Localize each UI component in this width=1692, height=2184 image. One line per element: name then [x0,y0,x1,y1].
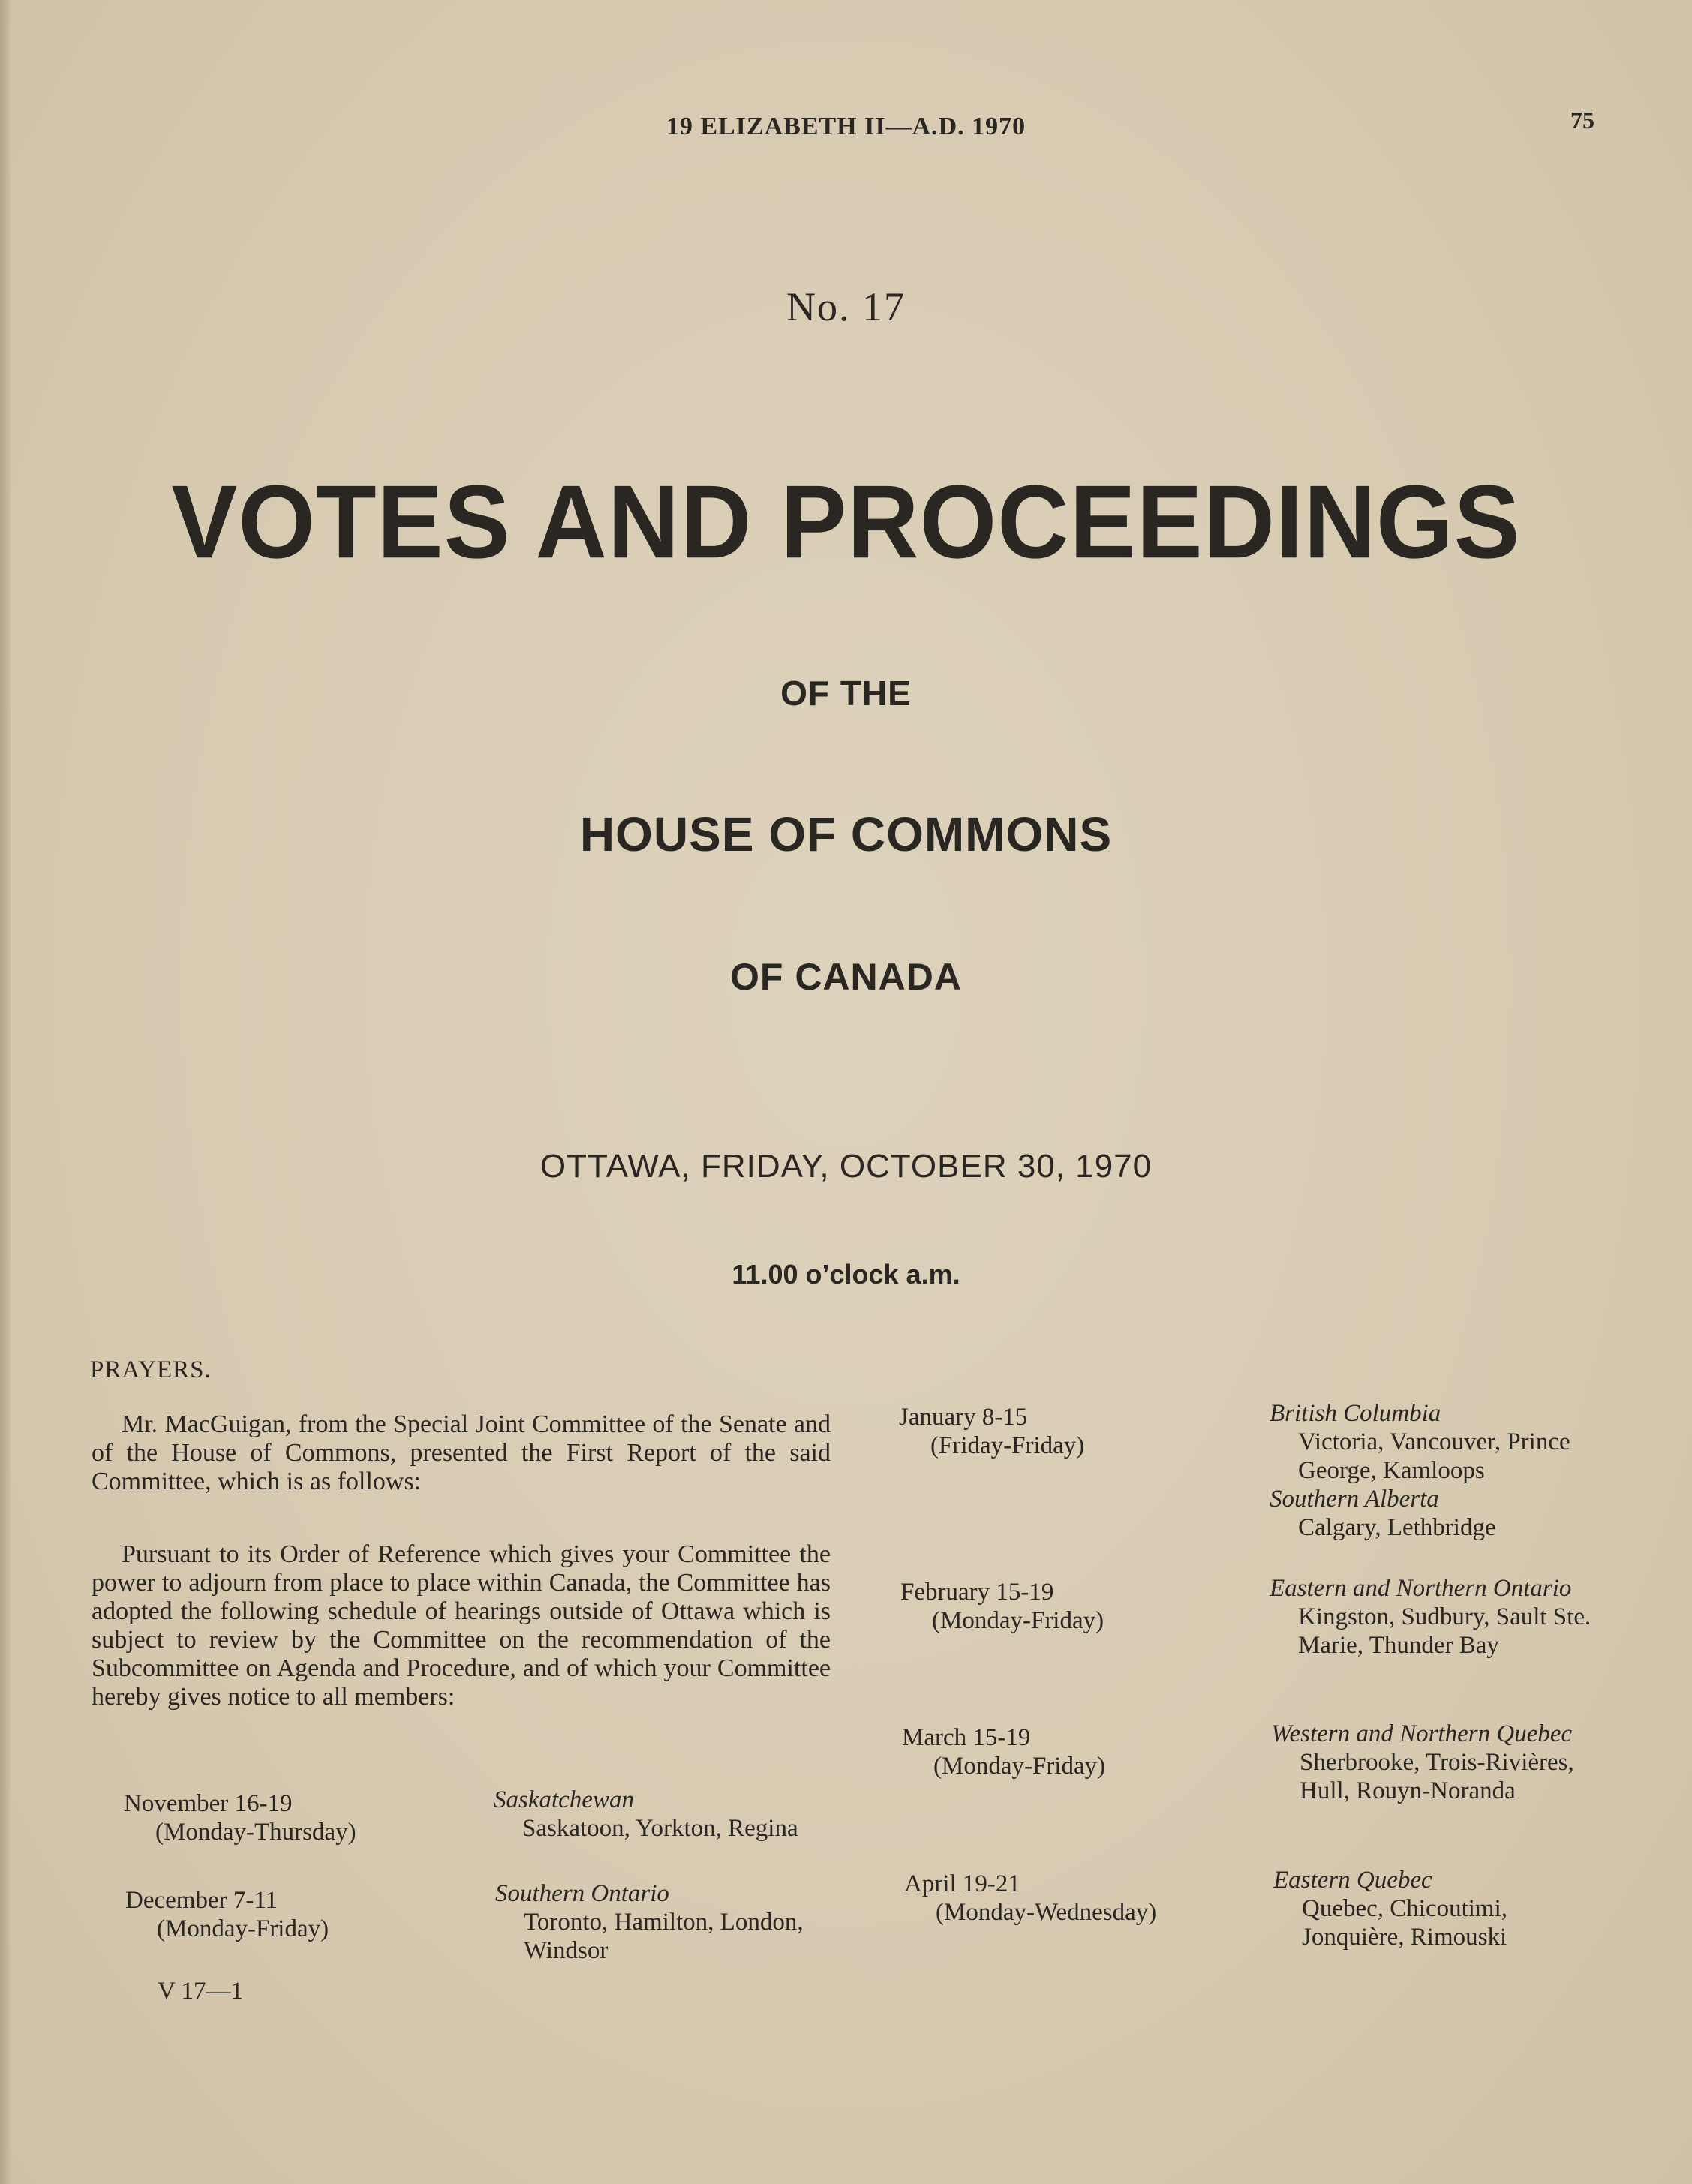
region-name: Saskatchewan [494,1786,634,1813]
schedule-days: (Monday-Friday) [157,1915,329,1942]
subtitle-of-canada: OF CANADA [730,956,962,998]
schedule-region [495,1879,810,1965]
region-cities: Victoria, Vancouver, Prince George, Kamloops [1298,1428,1570,1484]
schedule-days: (Monday-Wednesday) [936,1899,1157,1926]
issue-number: No. 17 [786,284,906,329]
schedule-region [1273,1866,1603,1951]
region-name: Eastern and Northern Ontario [1270,1575,1572,1602]
schedule-dates [899,1403,1084,1460]
sitting-time: 11.00 o’clock a.m. [732,1259,960,1290]
schedule-region [494,1786,809,1843]
region-cities: Kingston, Sudbury, Sault Ste. Marie, Thunder Bay [1298,1603,1591,1659]
schedule-date-range: April 19-21 [904,1870,1020,1897]
region-cities-2: Calgary, Lethbridge [1298,1514,1496,1541]
subtitle-house: HOUSE OF COMMONS [579,807,1113,861]
schedule-date-range: January 8-15 [899,1404,1028,1431]
running-head: 19 ELIZABETH II—A.D. 1970 [666,113,1026,140]
prayers-heading: PRAYERS. [90,1356,212,1383]
page-number: 75 [1570,107,1594,134]
schedule-dates [902,1723,1105,1780]
schedule-days: (Monday-Thursday) [155,1819,356,1846]
schedule-dates [124,1789,356,1846]
region-name-2: Southern Alberta [1270,1486,1439,1513]
schedule-date-range: December 7-11 [125,1887,278,1914]
schedule-days: (Friday-Friday) [930,1432,1085,1459]
region-cities: Saskatoon, Yorkton, Regina [522,1815,798,1842]
subtitle-of-the: OF THE [780,674,912,713]
schedule-dates [125,1886,329,1943]
region-name: Western and Northern Quebec [1271,1720,1573,1747]
schedule-dates [900,1578,1104,1635]
schedule-days: (Monday-Friday) [932,1607,1104,1634]
schedule-dates [904,1870,1156,1927]
schedule-date-range: March 15-19 [902,1724,1031,1751]
region-name: British Columbia [1270,1400,1441,1427]
paragraph-schedule-intro: Pursuant to its Order of Reference which gives your Committee the power to adjourn from place to place within Canada, the Committee has adopted the following schedule of hearings outside of Ottawa which is subject to review by the Committee on the recommendation of the Subcommittee on Agenda and Procedure, and of which your Committee hereby gives notice to all members: [92,1540,831,1711]
region-cities: Toronto, Hamilton, London, Windsor [524,1909,804,1964]
schedule-region [1271,1720,1601,1805]
schedule-region [1270,1574,1600,1660]
region-cities: Quebec, Chicoutimi, Jonquière, Rimouski [1302,1895,1508,1951]
schedule-date-range: November 16-19 [124,1790,293,1817]
folio-signature: V 17—1 [158,1978,243,2005]
paragraph-report: Mr. MacGuigan, from the Special Joint Committee of the Senate and of the House of Commons, presented the First Report of the said Committee, which is as follows: [92,1410,831,1495]
document-title: VOTES AND PROCEEDINGS [171,464,1521,580]
schedule-date-range: February 15-19 [900,1579,1054,1606]
region-name: Eastern Quebec [1273,1867,1432,1894]
region-name: Southern Ontario [495,1880,669,1907]
region-cities: Sherbrooke, Trois-Rivières, Hull, Rouyn-Noranda [1300,1749,1574,1804]
dateline: OTTAWA, FRIDAY, OCTOBER 30, 1970 [539,1148,1153,1185]
schedule-days: (Monday-Friday) [933,1753,1106,1780]
schedule-region [1270,1399,1622,1542]
